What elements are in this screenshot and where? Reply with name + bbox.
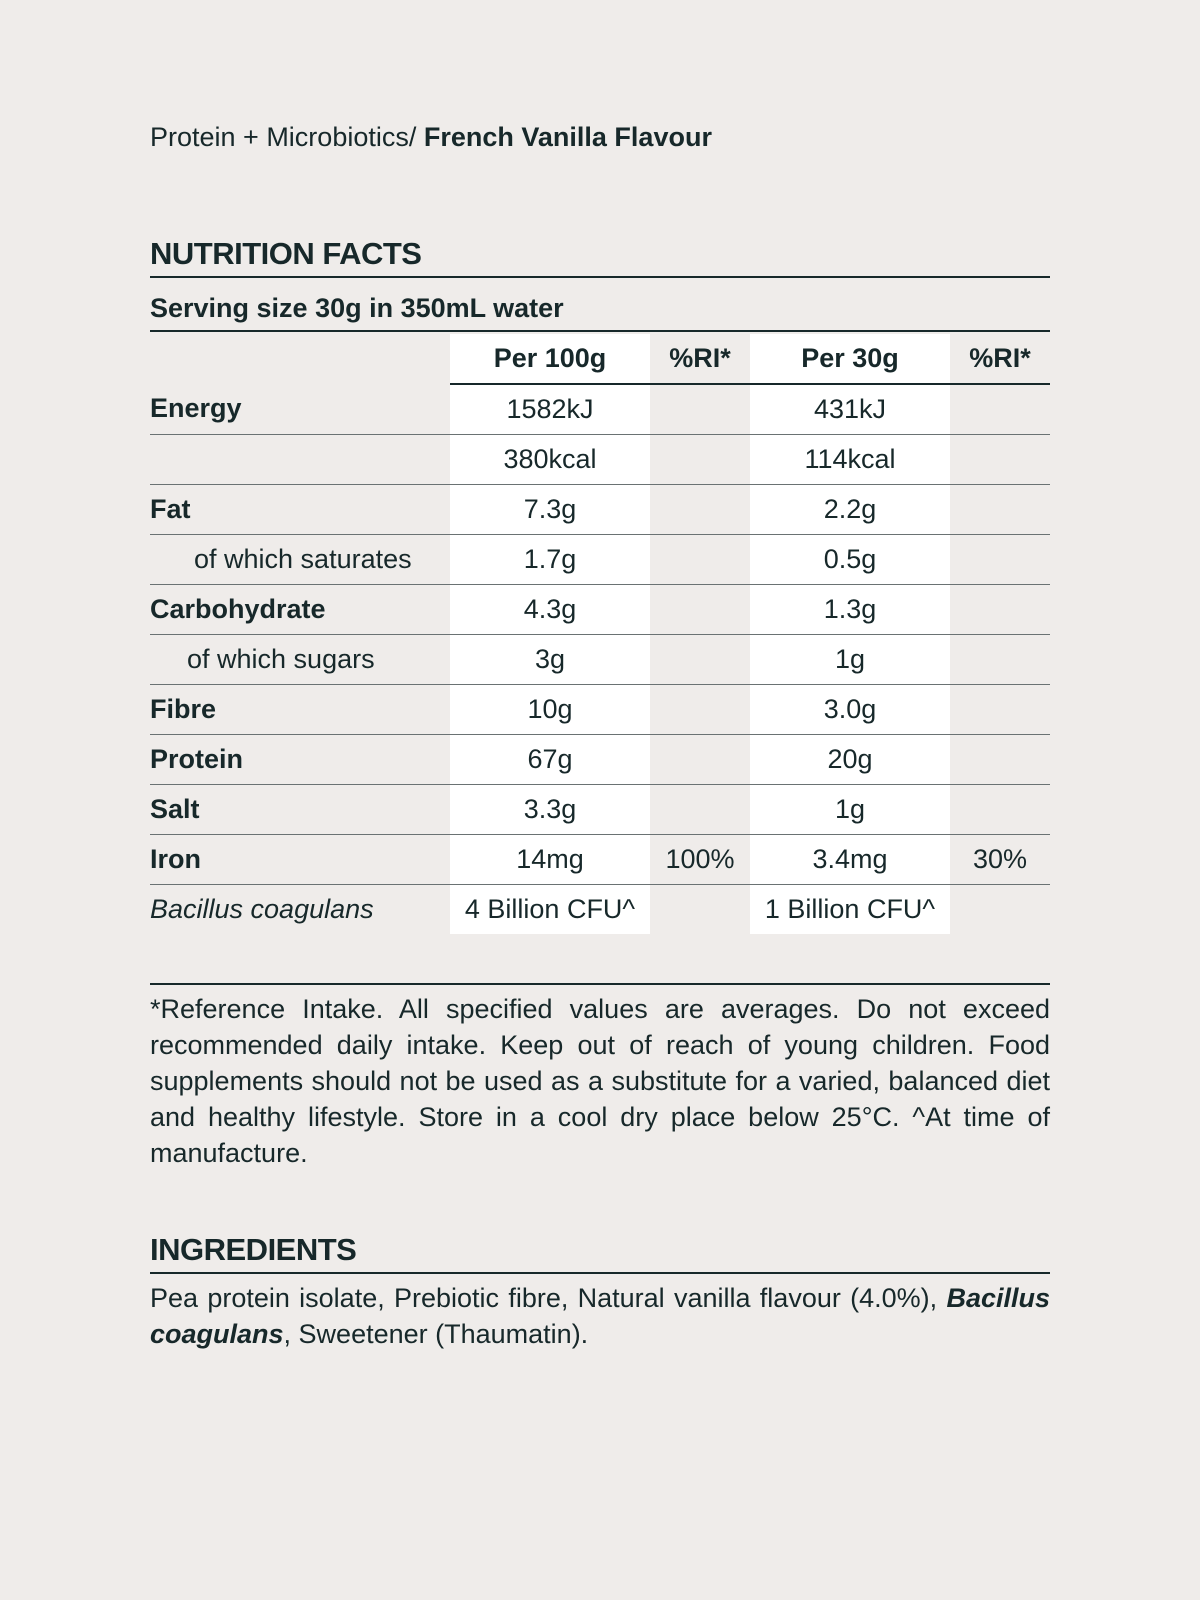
per-100g-value: 4.3g <box>450 584 650 634</box>
ingredients-italic-name: Bacillus coagulans <box>150 1283 1050 1349</box>
ri-30g-value <box>950 534 1050 584</box>
table-row <box>150 834 1050 884</box>
ingredients-list-part1: Pea protein isolate, Prebiotic fibre, Natural vanilla flavour (4.0%), <box>150 1283 947 1313</box>
ri-30g-value: 30% <box>950 834 1050 884</box>
per-30g-value: 2.2g <box>750 484 950 534</box>
header-ri-30g: %RI* <box>950 334 1050 384</box>
per-30g-value: 3.0g <box>750 684 950 734</box>
per-30g-value: 20g <box>750 734 950 784</box>
ri-100g-value <box>650 684 750 734</box>
per-30g-value: 1g <box>750 784 950 834</box>
row-label: Salt <box>150 784 450 834</box>
ri-100g-value: 100% <box>650 834 750 884</box>
per-30g-value: 1 Billion CFU^ <box>750 884 950 934</box>
table-row <box>150 734 1050 784</box>
ingredients-title: INGREDIENTS <box>150 1232 1050 1274</box>
per-100g-value: 3.3g <box>450 784 650 834</box>
table-row <box>150 784 1050 834</box>
ri-100g-value <box>650 384 750 434</box>
row-label: Fibre <box>150 684 450 734</box>
row-label: of which saturates <box>150 534 450 584</box>
ri-100g-value <box>650 634 750 684</box>
table-row <box>150 534 1050 584</box>
row-label: of which sugars <box>150 634 450 684</box>
table-row <box>150 384 1050 434</box>
nutrition-table <box>150 334 1050 934</box>
header-blank <box>150 334 450 384</box>
ri-30g-value <box>950 434 1050 484</box>
ri-30g-value <box>950 884 1050 934</box>
header-per-30g: Per 30g <box>750 334 950 384</box>
breadcrumb-category: Protein + Microbiotics/ <box>150 122 424 152</box>
per-30g-value: 3.4mg <box>750 834 950 884</box>
row-label: Fat <box>150 484 450 534</box>
footnote: *Reference Intake. All specified values are averages. Do not exceed recommended daily intake. Keep out of reach of young children. Food supplements should not be used as a substitute for a varied, balanced diet and healthy lifestyle. Store in a cool dry place below 25°C. ^At time of manufacture. <box>150 983 1050 1171</box>
header-ri-100g: %RI* <box>650 334 750 384</box>
row-label <box>150 434 450 484</box>
header-per-100g: Per 100g <box>450 334 650 384</box>
table-header-row <box>150 334 1050 384</box>
serving-size: Serving size 30g in 350mL water <box>150 284 1050 332</box>
row-label: Energy <box>150 384 450 434</box>
ri-30g-value <box>950 734 1050 784</box>
per-100g-value: 67g <box>450 734 650 784</box>
table-row <box>150 584 1050 634</box>
ri-100g-value <box>650 734 750 784</box>
table-row <box>150 484 1050 534</box>
per-100g-value: 1582kJ <box>450 384 650 434</box>
ri-30g-value <box>950 784 1050 834</box>
table-row <box>150 684 1050 734</box>
table-row <box>150 634 1050 684</box>
per-100g-value: 380kcal <box>450 434 650 484</box>
ingredients-list-part2: , Sweetener (Thaumatin). <box>283 1319 589 1349</box>
ri-100g-value <box>650 534 750 584</box>
per-100g-value: 3g <box>450 634 650 684</box>
table-row <box>150 884 1050 934</box>
row-label: Bacillus coagulans <box>150 893 374 924</box>
table-row <box>150 434 1050 484</box>
ri-100g-value <box>650 884 750 934</box>
per-30g-value: 114kcal <box>750 434 950 484</box>
nutrition-facts-title: NUTRITION FACTS <box>150 236 1050 278</box>
per-30g-value: 0.5g <box>750 534 950 584</box>
per-30g-value: 1g <box>750 634 950 684</box>
per-30g-value: 431kJ <box>750 384 950 434</box>
per-100g-value: 10g <box>450 684 650 734</box>
per-100g-value: 7.3g <box>450 484 650 534</box>
per-100g-value: 4 Billion CFU^ <box>450 884 650 934</box>
row-label: Iron <box>150 834 450 884</box>
breadcrumb-product: French Vanilla Flavour <box>423 122 712 152</box>
ri-100g-value <box>650 584 750 634</box>
ri-30g-value <box>950 484 1050 534</box>
ingredients-text <box>150 1280 1050 1352</box>
ri-30g-value <box>950 684 1050 734</box>
ri-100g-value <box>650 434 750 484</box>
ri-100g-value <box>650 484 750 534</box>
ri-30g-value <box>950 584 1050 634</box>
per-100g-value: 14mg <box>450 834 650 884</box>
row-label: Carbohydrate <box>150 584 450 634</box>
ri-30g-value <box>950 634 1050 684</box>
per-30g-value: 1.3g <box>750 584 950 634</box>
per-100g-value: 1.7g <box>450 534 650 584</box>
breadcrumb <box>150 122 712 153</box>
row-label: Protein <box>150 734 450 784</box>
ri-30g-value <box>950 384 1050 434</box>
ri-100g-value <box>650 784 750 834</box>
